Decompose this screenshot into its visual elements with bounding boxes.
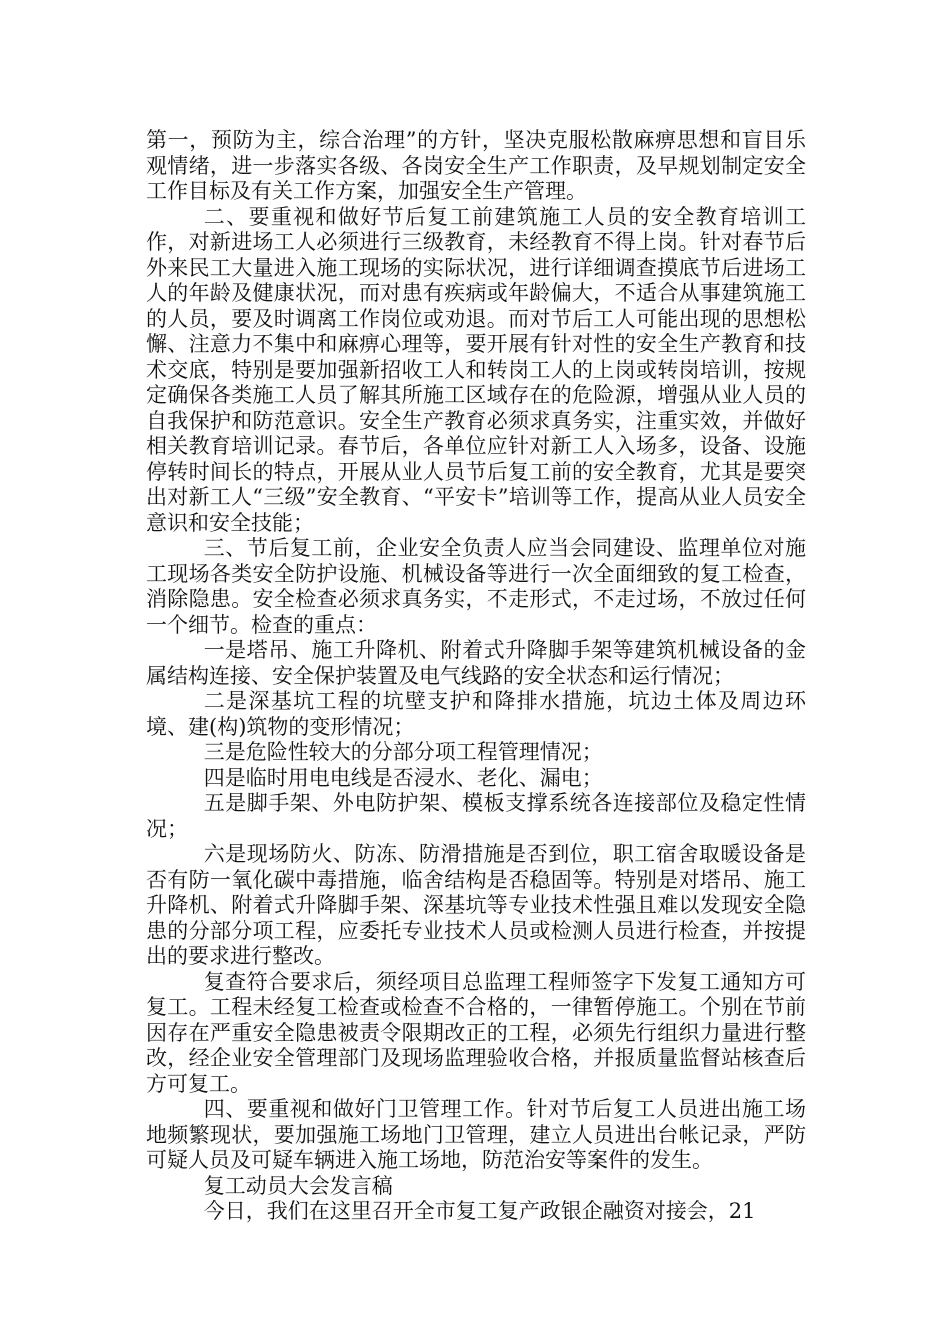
paragraph-reinspection: 复查符合要求后，须经项目总监理工程师签字下发复工通知方可复工。工程未经复工检查或检查不合格的，一律暂停施工。个别在节前因存在严重安全隐患被责令限期改正的工程，必须先行组织力量进行整改，经企业安全管理部门及现场监理验收合格，并报质量监督站核查后方可复工。 [146, 969, 806, 1096]
paragraph-check-item-4: 四是临时用电电线是否浸水、老化、漏电； [203, 765, 603, 790]
paragraph-check-item-2: 二是深基坑工程的坑壁支护和降排水措施，坑边土体及周边环境、建(构)筑物的变形情况； [146, 689, 806, 739]
paragraph-section-two: 二、要重视和做好节后复工前建筑施工人员的安全教育培训工作，对新进场工人必须进行三级教育，未经教育不得上岗。针对春节后外来民工大量进入施工现场的实际状况，进行详细调查摸底节后进场工人的年龄及健康状况，而对患有疾病或年龄偏大，不适合从事建筑施工的人员，要及时调离工作岗位或劝退。而对节后工人可能出现的思想松懈、注意力不集中和麻痹心理等，要开展有针对性的安全生产教育和技术交底，特别是要加强新招收工人和转岗工人的上岗或转岗培训，按规定确保各类施工人员了解其所施工区域存在的危险源，增强从业人员的自我保护和防范意识。安全生产教育必须求真务实，注重实效，并做好相关教育培训记录。春节后，各单位应针对新工人入场多，设备、设施停转时间长的特点，开展从业人员节后复工前的安全教育，尤其是要突出对新工人“三级”安全教育、“平安卡”培训等工作，提高从业人员安全意识和安全技能； [146, 204, 806, 535]
paragraph-check-item-5: 五是脚手架、外电防护架、模板支撑系统各连接部位及稳定性情况； [146, 791, 806, 841]
paragraph-section-three: 三、节后复工前，企业安全负责人应当会同建设、监理单位对施工现场各类安全防护设施、机械设备等进行一次全面细致的复工检查，消除隐患。安全检查必须求真务实，不走形式，不走过场，不放过任何一个细节。检查的重点： [146, 536, 806, 637]
paragraph-section-four: 四、要重视和做好门卫管理工作。针对节后复工人员进出施工场地频繁现状，要加强施工场地门卫管理，建立人员进出台帐记录，严防可疑人员及可疑车辆进入施工场地，防范治安等案件的发生。 [146, 1097, 806, 1172]
paragraph-intro-continued: 第一，预防为主，综合治理”的方针，坚决克服松散麻痹思想和盲目乐观情绪，进一步落实各级、各岗安全生产工作职责，及早规划制定安全工作目标及有关工作方案，加强安全生产管理。 [146, 128, 806, 203]
paragraph-check-item-3: 三是危险性较大的分部分项工程管理情况； [203, 740, 603, 764]
paragraph-speech-opening: 今日，我们在这里召开全市复工复产政银企融资对接会，21 [203, 1199, 756, 1223]
paragraph-check-item-1: 一是塔吊、施工升降机、附着式升降脚手架等建筑机械设备的金属结构连接、安全保护装置及电气线路的安全状态和运行情况； [146, 638, 806, 688]
document-page [146, 128, 806, 1225]
paragraph-check-item-6: 六是现场防火、防冻、防滑措施是否到位，职工宿舍取暖设备是否有防一氧化碳中毒措施，临舍结构是否稳固等。特别是对塔吊、施工升降机、附着式升降脚手架、深基坑等专业技术性强且难以发现安全隐患的分部分项工程，应委托专业技术人员或检测人员进行检查，并按提出的要求进行整改。 [146, 842, 806, 968]
paragraph-speech-heading: 复工动员大会发言稿 [203, 1173, 393, 1198]
